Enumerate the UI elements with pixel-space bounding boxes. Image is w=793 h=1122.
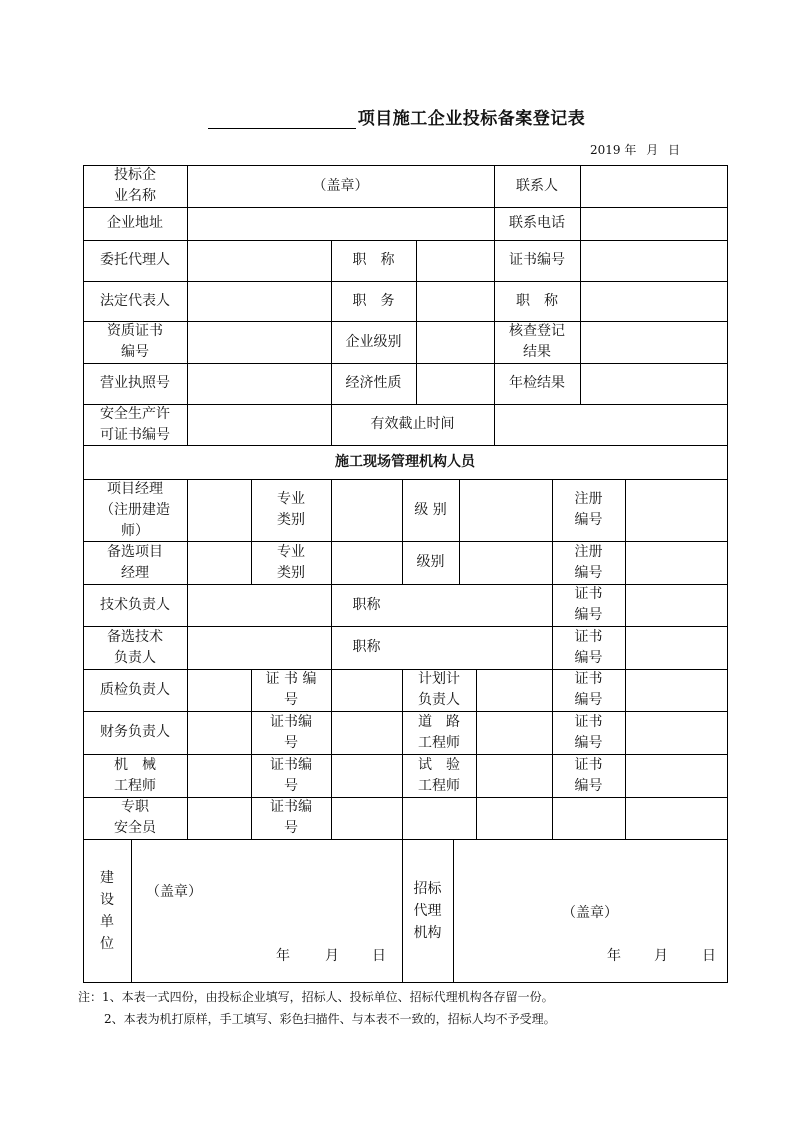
legal-rep-post-label: 职 务 [352, 292, 395, 309]
road-engineer-name-field[interactable] [476, 711, 552, 754]
alt-pm-grade-label: 级别 [416, 554, 445, 570]
section-header: 施工现场管理机构人员 [335, 453, 475, 470]
economic-nature-field[interactable] [416, 363, 494, 404]
mech-engineer-name-field[interactable] [187, 754, 251, 797]
company-seal-label: （盖章） [312, 177, 369, 194]
agent-month: 月 [654, 948, 668, 964]
date-year: 2019 年 [590, 143, 637, 157]
plan-lead-cert-field[interactable] [625, 669, 727, 711]
company-level-field[interactable] [416, 321, 494, 363]
alt-pm-spec-label: 专业 类别 [277, 543, 305, 581]
finance-lead-label: 财务负责人 [100, 724, 170, 740]
company-level-label: 企业级别 [345, 333, 402, 350]
finance-lead-name-field[interactable] [187, 711, 251, 754]
agent-day: 日 [702, 948, 716, 964]
qualification-cert-label: 资质证书 编号 [107, 323, 163, 360]
extra-cell-d[interactable] [625, 797, 727, 839]
extra-cell-c[interactable] [552, 797, 625, 839]
bid-agent-label: 招标 代理 机构 [413, 880, 442, 941]
qc-lead-label: 质检负责人 [100, 681, 170, 698]
safety-officer-cert-field[interactable] [331, 797, 402, 839]
tech-lead-title-label: 职称 [352, 596, 381, 613]
contact-field[interactable] [580, 165, 727, 207]
test-engineer-cert-field[interactable] [625, 754, 727, 797]
pm-spec-field[interactable] [331, 479, 402, 541]
notes [78, 986, 556, 1030]
qc-lead-name-field[interactable] [187, 669, 251, 711]
pm-grade-label: 级 别 [414, 501, 447, 518]
alt-tech-lead-cert-field[interactable] [625, 626, 727, 669]
alt-tech-lead-title-field[interactable] [402, 626, 552, 669]
agent-title-label: 职 称 [352, 252, 395, 268]
safety-license-label: 安全生产许 可证书编号 [100, 405, 170, 443]
phone-field[interactable] [580, 207, 727, 240]
safety-license-field[interactable] [187, 404, 331, 445]
pm-spec-label: 专业 类别 [277, 491, 305, 528]
check-result-field[interactable] [580, 321, 727, 363]
address-field[interactable] [187, 207, 494, 240]
contact-label: 联系人 [516, 177, 558, 194]
annual-check-label: 年检结果 [509, 375, 565, 391]
pm-label: 项目经理 （注册建造 师） [100, 480, 170, 539]
company-name-label: 投标企 业名称 [114, 167, 156, 204]
mech-engineer-cert-label: 证书编 号 [270, 756, 312, 794]
pm-reg-field[interactable] [625, 479, 727, 541]
phone-label: 联系电话 [509, 215, 565, 231]
builder-month: 月 [325, 948, 339, 964]
builder-seal: （盖章） [146, 884, 202, 900]
agent-title-field[interactable] [416, 240, 494, 281]
plan-lead-label: 计划计 负责人 [418, 671, 460, 708]
qualification-cert-field[interactable] [187, 321, 331, 363]
alt-pm-label: 备选项目 经理 [107, 543, 163, 581]
legal-rep-label: 法定代表人 [100, 292, 170, 309]
safety-officer-name-field[interactable] [187, 797, 251, 839]
pm-reg-label: 注册 编号 [574, 491, 603, 528]
legal-rep-post-field[interactable] [416, 281, 494, 321]
alt-pm-grade-field[interactable] [459, 541, 552, 584]
plan-lead-cert-label: 证书 编号 [574, 671, 603, 708]
test-engineer-label: 试 验 工程师 [418, 756, 460, 794]
agent-cert-label: 证书编号 [509, 252, 565, 268]
qc-lead-cert-label: 证 书 编 号 [265, 671, 317, 708]
legal-rep-title-label: 职 称 [516, 292, 558, 309]
bid-agent-seal: （盖章） [562, 905, 618, 921]
legal-rep-title-field[interactable] [580, 281, 727, 321]
road-engineer-cert-field[interactable] [625, 711, 727, 754]
date-day: 日 [668, 143, 681, 157]
tech-lead-name-field[interactable] [187, 584, 331, 626]
business-license-label: 营业执照号 [100, 375, 170, 391]
economic-nature-label: 经济性质 [345, 375, 402, 391]
alt-tech-lead-name-field[interactable] [187, 626, 331, 669]
alt-tech-lead-cert-label: 证书 编号 [574, 628, 603, 666]
qc-lead-cert-field[interactable] [331, 669, 402, 711]
agent-year: 年 [607, 948, 621, 964]
builder-day: 日 [372, 948, 386, 964]
plan-lead-name-field[interactable] [476, 669, 552, 711]
safety-officer-label: 专职 安全员 [114, 799, 156, 836]
title-text: 项目施工企业投标备案登记表 [357, 109, 586, 129]
builder-label: 建 设 单 位 [100, 869, 114, 952]
alt-tech-lead-title-label: 职称 [352, 639, 381, 655]
extra-cell-a[interactable] [402, 797, 476, 839]
finance-lead-cert-field[interactable] [331, 711, 402, 754]
tech-lead-label: 技术负责人 [100, 596, 170, 613]
safety-officer-cert-label: 证书编 号 [270, 799, 312, 836]
finance-lead-cert-label: 证书编 号 [270, 713, 312, 751]
alt-pm-reg-field[interactable] [625, 541, 727, 584]
date-month: 月 [646, 143, 659, 157]
alt-pm-spec-field[interactable] [331, 541, 402, 584]
legal-rep-field[interactable] [187, 281, 331, 321]
tech-lead-cert-label: 证书 编号 [574, 586, 603, 623]
note-1: 注：1、本表一式四份，由投标企业填写，招标人、投标单位、招标代理机构各存留一份。 [78, 990, 554, 1004]
annual-check-field[interactable] [580, 363, 727, 404]
test-engineer-cert-label: 证书 编号 [574, 756, 603, 794]
tech-lead-title-field[interactable] [402, 584, 552, 626]
alt-tech-lead-label: 备选技术 负责人 [107, 628, 163, 666]
pm-name-field[interactable] [187, 479, 251, 541]
test-engineer-name-field[interactable] [476, 754, 552, 797]
road-engineer-label: 道 路 工程师 [418, 713, 460, 751]
agent-field[interactable] [187, 240, 331, 281]
road-engineer-cert-label: 证书 编号 [574, 713, 603, 751]
builder-year: 年 [276, 948, 290, 964]
tech-lead-cert-field[interactable] [625, 584, 727, 626]
alt-pm-name-field[interactable] [187, 541, 251, 584]
alt-pm-reg-label: 注册 编号 [574, 543, 603, 581]
extra-cell-b[interactable] [476, 797, 552, 839]
mech-engineer-cert-field[interactable] [331, 754, 402, 797]
address-label: 企业地址 [107, 215, 163, 231]
business-license-field[interactable] [187, 363, 331, 404]
agent-label: 委托代理人 [100, 252, 170, 268]
agent-cert-field[interactable] [580, 240, 727, 281]
note-2: 2、本表为机打原样，手工填写、彩色扫描件、与本表不一致的，招标人均不予受理。 [104, 1012, 556, 1026]
mech-engineer-label: 机 械 工程师 [114, 756, 156, 794]
check-result-label: 核查登记 结果 [509, 323, 565, 360]
valid-until-field[interactable] [494, 404, 727, 445]
valid-until-label: 有效截止时间 [370, 416, 455, 432]
pm-grade-field[interactable] [459, 479, 552, 541]
